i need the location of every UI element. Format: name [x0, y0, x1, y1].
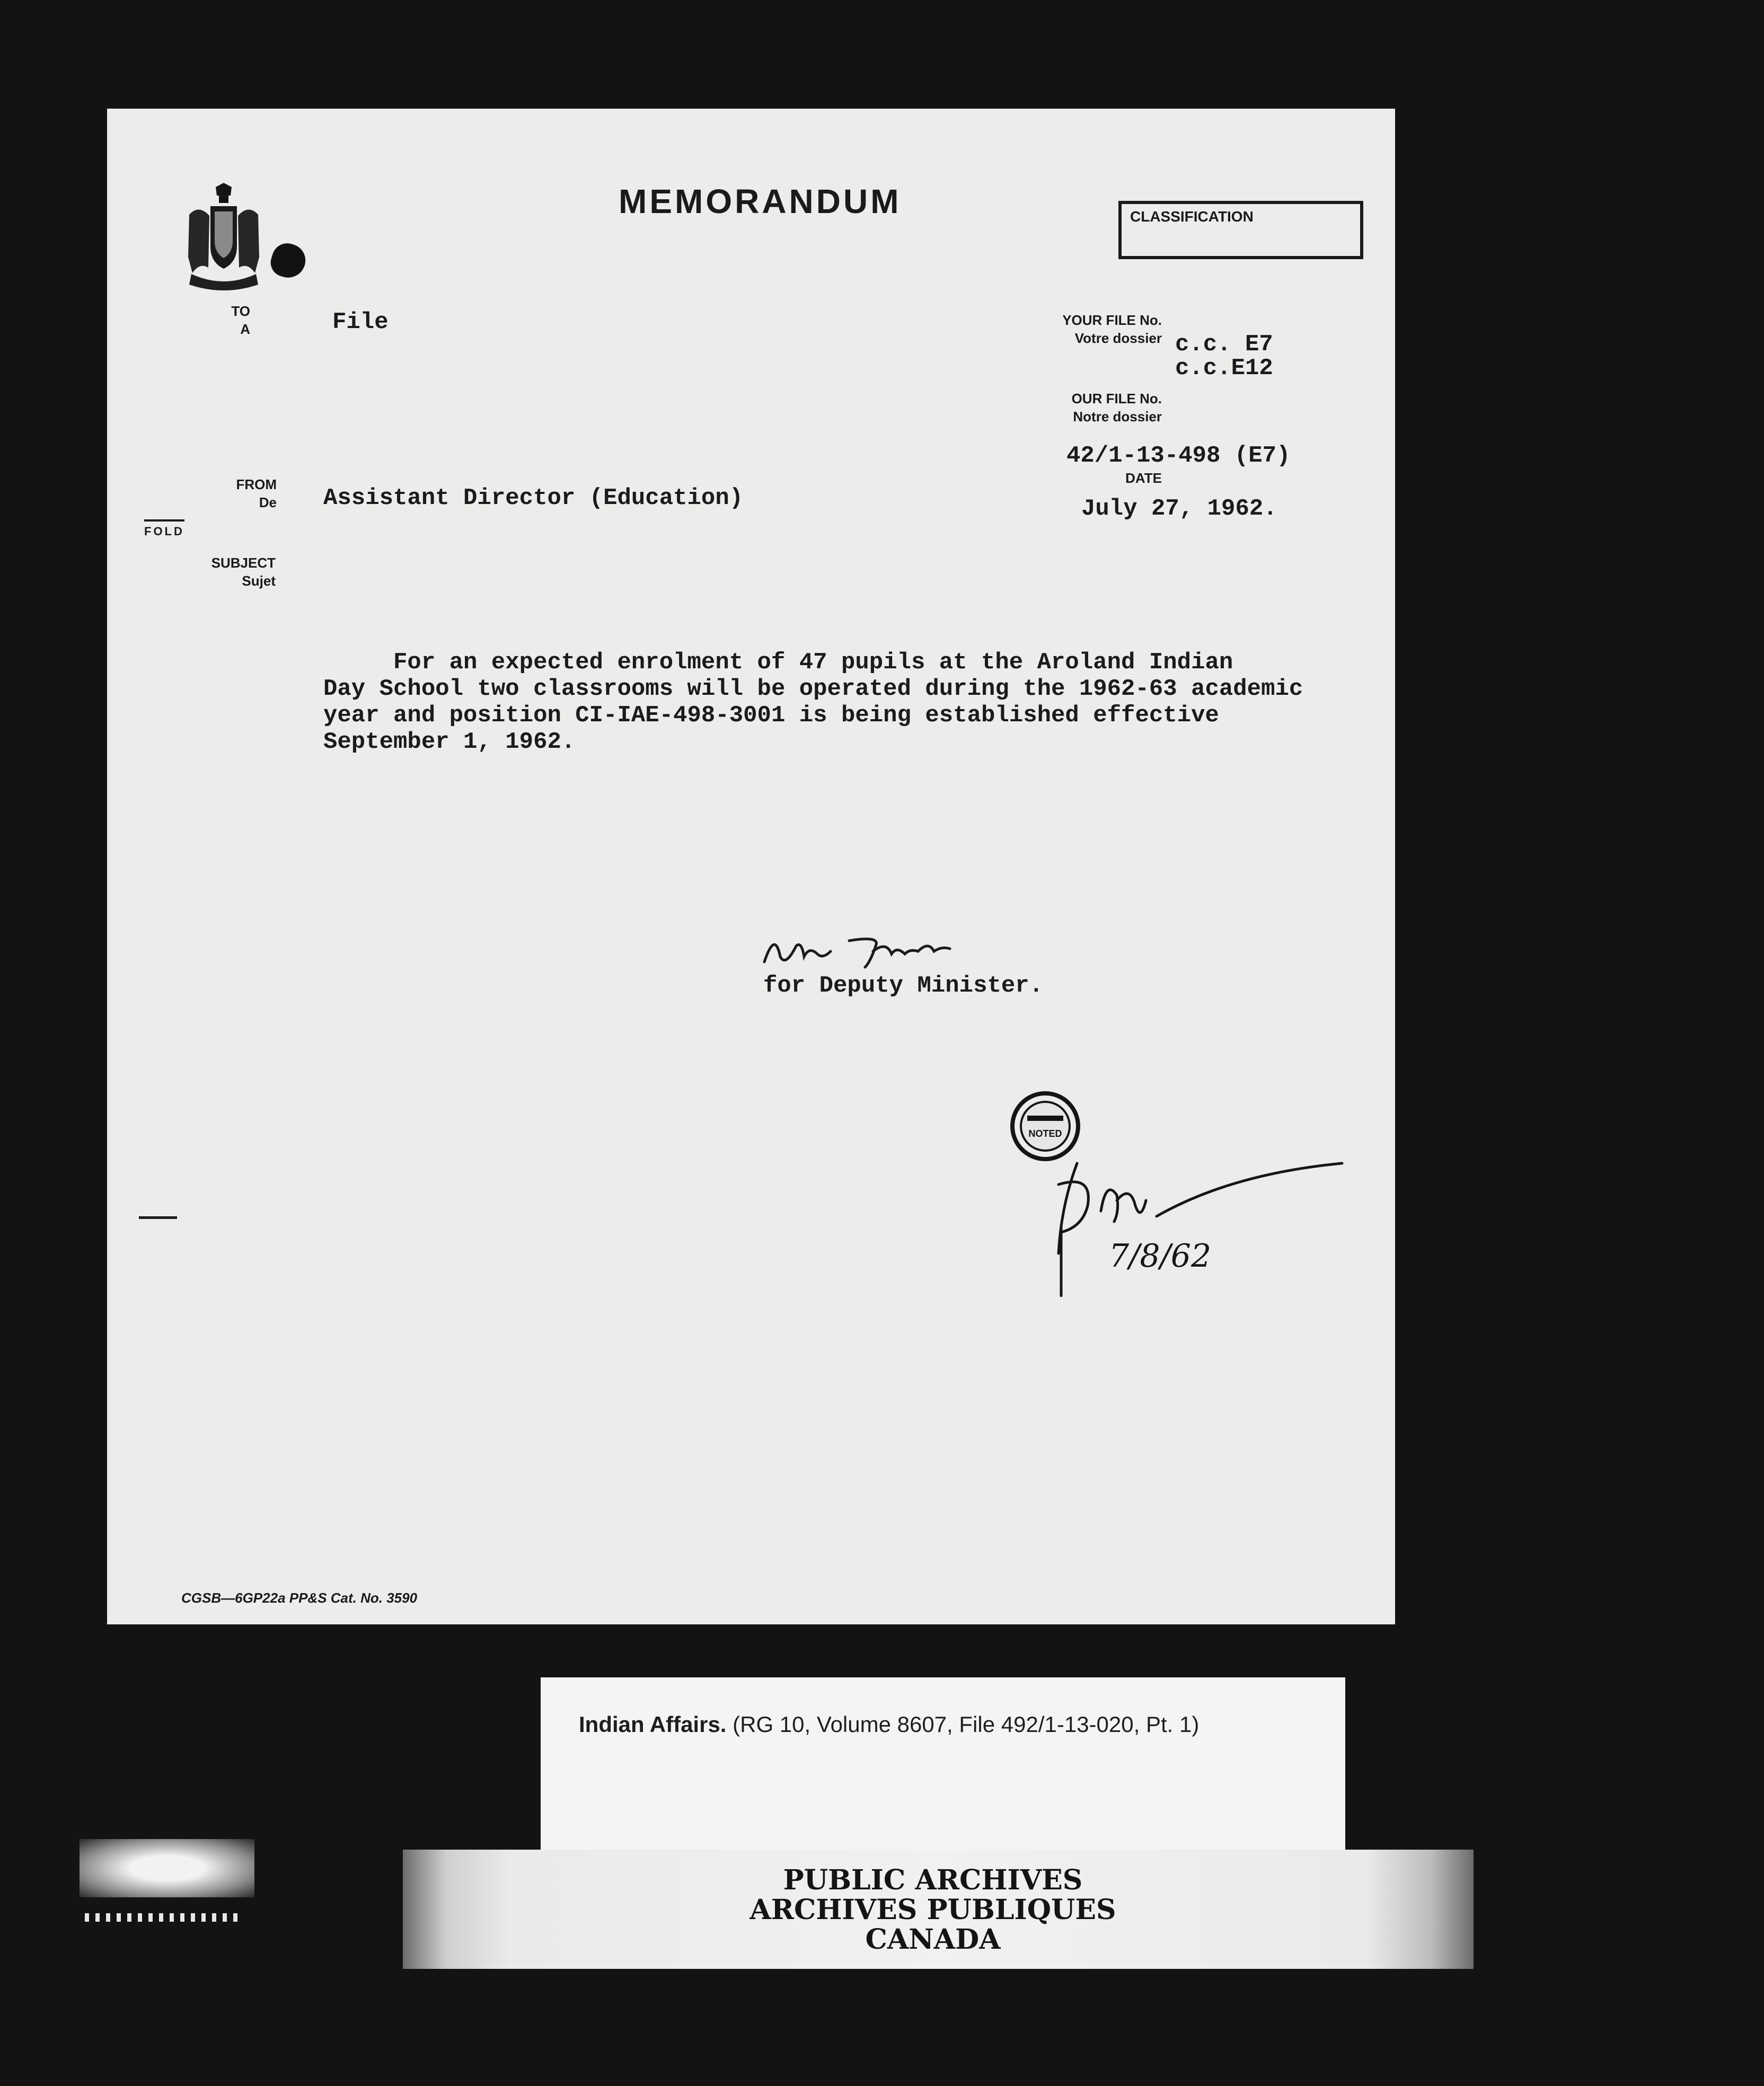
date-label: DATE	[1125, 470, 1162, 486]
date-value: July 27, 1962.	[1081, 496, 1277, 522]
archive-citation: (RG 10, Volume 8607, File 492/1-13-020, Pt. 1)	[733, 1712, 1199, 1737]
archive-reference	[579, 1712, 1199, 1737]
our-file-label: OUR FILE No. Notre dossier	[1071, 391, 1162, 425]
film-frame-edge	[80, 1839, 254, 1897]
form-number: CGSB—6GP22a PP&S Cat. No. 3590	[181, 1590, 418, 1606]
archive-line-2: ARCHIVES PUBLIQUES	[749, 1894, 1116, 1926]
handwritten-signature	[759, 925, 1056, 973]
memo-title: MEMORANDUM	[619, 182, 902, 220]
your-file-label: YOUR FILE No. Votre dossier	[1062, 312, 1162, 346]
archive-stamp-text	[721, 1866, 1145, 1955]
ink-blot	[267, 240, 310, 282]
from-label: FROM De	[236, 476, 277, 510]
archive-line-1: PUBLIC ARCHIVES	[783, 1864, 1083, 1896]
fold-mark: FOLD	[144, 519, 184, 538]
handwritten-initials-date	[1008, 1142, 1369, 1301]
archive-line-3: CANADA	[865, 1923, 1001, 1956]
your-file-value-2: c.c.E12	[1175, 355, 1273, 382]
to-value: File	[332, 309, 389, 335]
classification-label: CLASSIFICATION	[1130, 208, 1254, 225]
archive-source: Indian Affairs.	[579, 1712, 727, 1737]
margin-dash	[139, 1216, 177, 1219]
coat-of-arms-icon	[184, 183, 263, 294]
to-label: TO A	[231, 303, 250, 337]
memorandum-page	[107, 109, 1395, 1624]
archive-reference-card	[541, 1677, 1345, 1852]
signature-line: for Deputy Minister.	[763, 973, 1044, 999]
handwritten-date: 7/8/62	[1109, 1238, 1212, 1275]
archive-tape	[403, 1850, 1474, 1969]
from-value: Assistant Director (Education)	[323, 485, 744, 511]
your-file-value-1: c.c. E7	[1175, 331, 1273, 358]
classification-box	[1118, 201, 1363, 259]
stamp-text: NOTED	[1028, 1128, 1062, 1139]
memo-body: For an expected enrolment of 47 pupils at the Aroland Indian Day School two classrooms will be operated during the 1962-63 academic year and position CI-IAE-498-3001 is being established effective September 1, 1962.	[323, 649, 1303, 755]
film-sprockets	[85, 1913, 244, 1922]
our-file-value: 42/1-13-498 (E7)	[1066, 443, 1291, 469]
subject-label: SUBJECT Sujet	[211, 555, 276, 589]
